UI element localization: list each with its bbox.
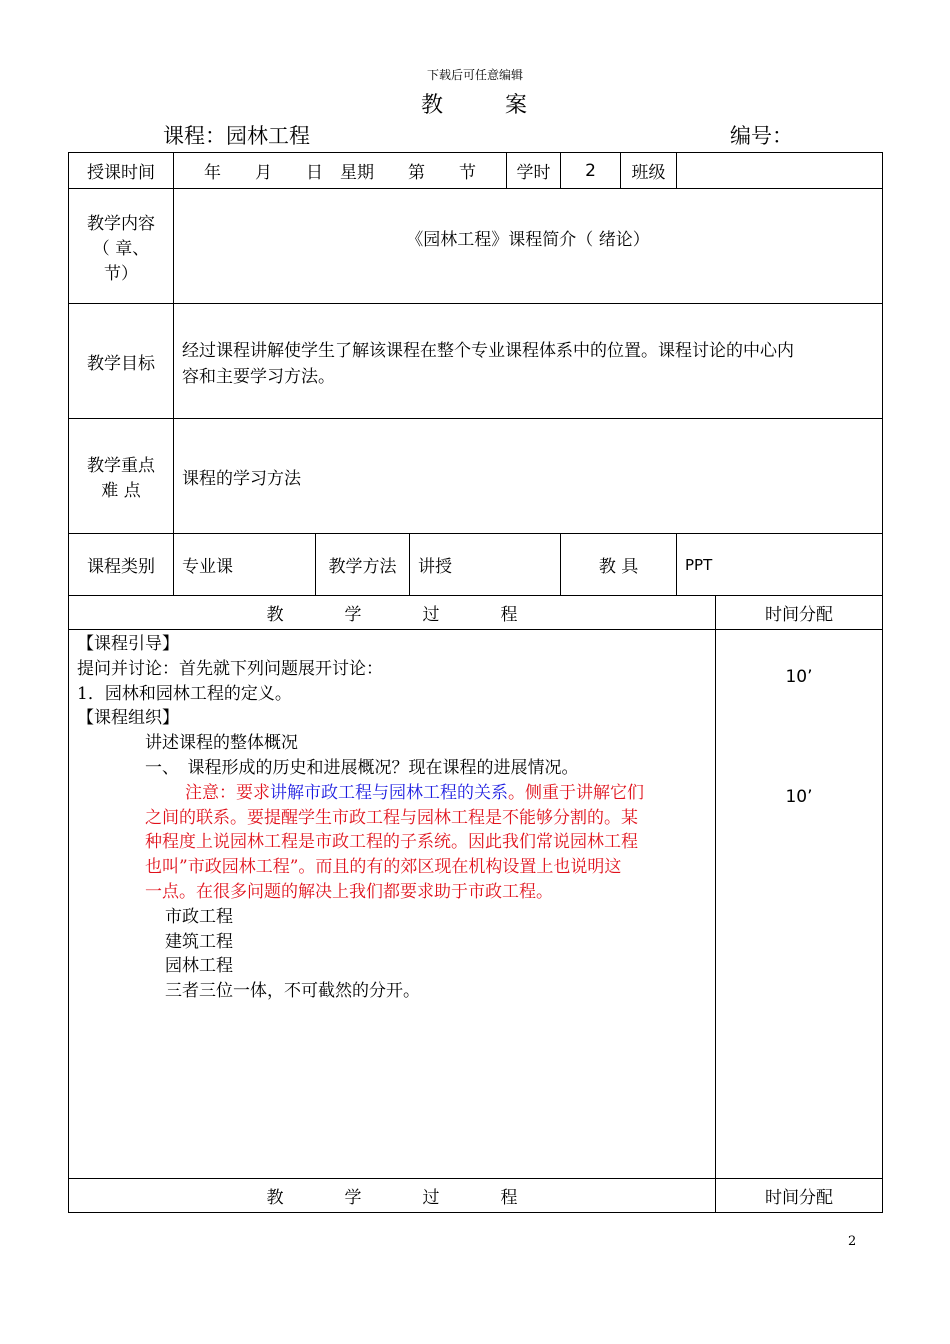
goal-line: 经过课程讲解使学生了解该课程在整个专业课程体系中的位置。课程讨论的中心内	[182, 341, 794, 361]
process-line: 一、 课程形成的历史和进展概况？现在课程的进展情况。	[145, 757, 579, 778]
note-line: 也叫”市政园林工程”。而且的有的郊区现在机构设置上也说明这	[145, 857, 622, 878]
date-field: 年 月 日 星期 第 节	[174, 153, 507, 189]
tool-label: 教 具	[561, 534, 677, 596]
process-heading	[69, 596, 716, 630]
content-label-line: 节）	[104, 263, 138, 284]
heading-char: 过	[422, 605, 440, 625]
process-line: 提问并讨论：首先就下列问题展开讨论：	[77, 658, 383, 679]
goal-label: 教学目标	[69, 304, 174, 419]
time-value: 10’	[785, 787, 813, 807]
heading-char: 程	[500, 605, 518, 625]
hours-label: 学时	[507, 153, 561, 189]
code-label: 编号：	[730, 124, 793, 148]
heading-char: 程	[500, 1188, 518, 1208]
type-label: 课程类别	[69, 534, 174, 596]
process-line: 建筑工程	[165, 931, 233, 952]
process-line: 园林工程	[165, 956, 233, 977]
goal-line: 容和主要学习方法。	[182, 367, 335, 387]
content-value: 《园林工程》课程简介（ 绪论）	[174, 189, 883, 304]
heading-char: 过	[422, 1188, 440, 1208]
time-allocation-heading: 时间分配	[716, 1179, 883, 1213]
tool-value: PPT	[677, 534, 883, 596]
key-label-line: 难 点	[101, 481, 141, 501]
note-line: 种程度上说园林工程是市政工程的子系统。因此我们常说园林工程	[145, 832, 638, 853]
process-line: 【课程组织】	[77, 708, 179, 729]
heading-char: 学	[344, 605, 362, 625]
header-note: 下载后可任意编辑	[426, 68, 523, 82]
key-label	[69, 419, 174, 534]
time-value: 10’	[785, 667, 813, 687]
process-line: 讲述课程的整体概况	[145, 733, 298, 754]
content-label-line: （ 章、	[92, 238, 150, 259]
process-line: 1．园林和园林工程的定义。	[77, 683, 292, 704]
heading-char: 教	[266, 1188, 284, 1208]
method-value: 讲授	[410, 534, 561, 596]
content-label-line: 教学内容	[87, 213, 155, 234]
note-suffix: 。侧重于讲解它们	[508, 782, 644, 803]
note-line: 之间的联系。要提醒学生市政工程与园林工程是不能够分割的。某	[145, 807, 638, 828]
time-label: 授课时间	[69, 153, 174, 189]
process-body	[69, 630, 716, 1179]
note-line: 一点。在很多问题的解决上我们都要求助于市政工程。	[145, 881, 553, 902]
course-name: 课程：园林工程	[163, 124, 310, 148]
page-number: 2	[848, 1234, 857, 1249]
process-line: 【课程引导】	[77, 634, 179, 654]
key-value: 课程的学习方法	[174, 419, 883, 534]
page-title	[0, 88, 950, 119]
note-highlight: 讲解市政工程与园林工程的关系	[270, 782, 508, 803]
title-char-2: 案	[505, 93, 530, 118]
heading-char: 教	[266, 605, 284, 625]
type-value: 专业课	[174, 534, 316, 596]
time-allocation-heading: 时间分配	[716, 596, 883, 630]
goal-value	[174, 304, 883, 419]
heading-char: 学	[344, 1188, 362, 1208]
process-heading	[69, 1179, 716, 1213]
method-label: 教学方法	[316, 534, 410, 596]
process-table	[68, 595, 883, 1213]
process-line: 三者三位一体，不可截然的分开。	[165, 981, 420, 1002]
note-line	[77, 781, 707, 806]
key-label-line: 教学重点	[87, 456, 155, 476]
hours-value: 2	[561, 153, 621, 189]
time-allocation-cell	[716, 630, 883, 1179]
content-label	[69, 189, 174, 304]
class-label: 班级	[621, 153, 677, 189]
note-prefix: 注意：要求	[185, 782, 270, 803]
process-line: 市政工程	[165, 906, 233, 927]
title-char-1: 教	[420, 93, 445, 118]
class-value	[677, 153, 883, 189]
info-table	[68, 152, 883, 596]
